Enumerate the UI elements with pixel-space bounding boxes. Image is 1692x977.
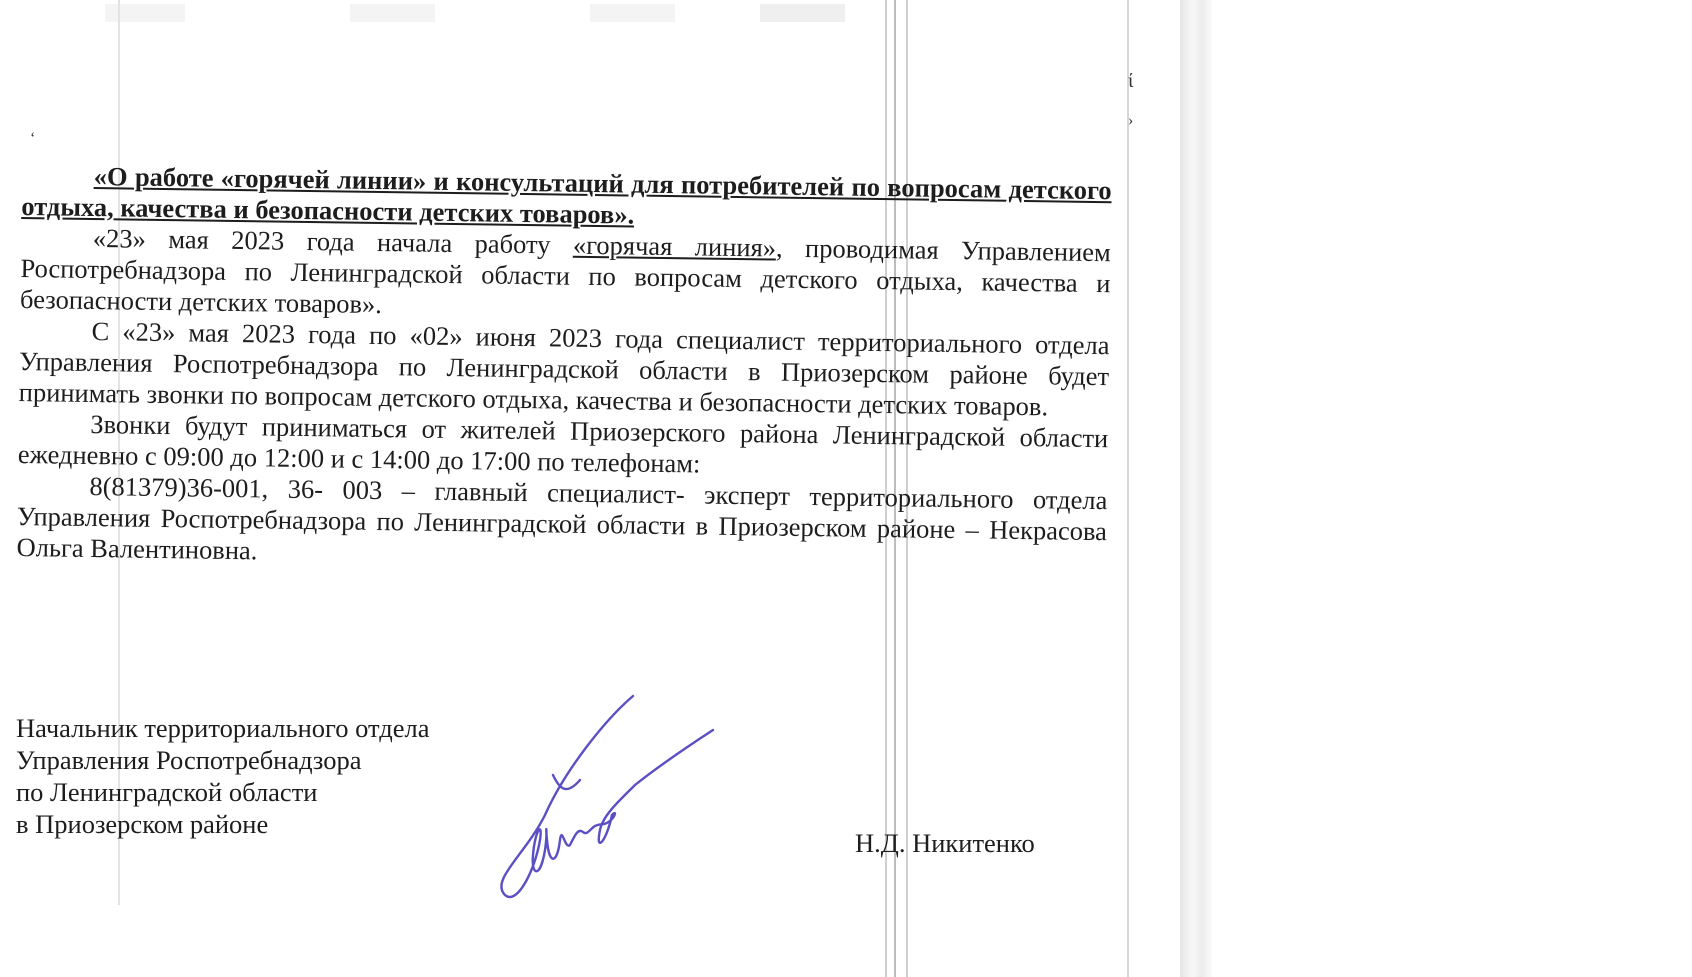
signatory-position-line: Управления Роспотребнадзора bbox=[16, 745, 362, 775]
signatory-position-line: в Приозерском районе bbox=[16, 809, 269, 839]
scan-page-edge bbox=[1180, 0, 1212, 977]
handwritten-signature-icon bbox=[485, 680, 735, 920]
signer-name: Н.Д. Никитенко bbox=[855, 828, 1035, 858]
scan-artifact-mark: ʻ bbox=[30, 130, 36, 147]
signatory-position bbox=[16, 712, 429, 840]
scan-artifact-line bbox=[1127, 0, 1129, 977]
paragraph-call-hours: Звонки будут приниматься от жителей Приозерского района Ленинградской области ежедневно с 09:00 до 12:00 и с 14:00 до 17:00 по телефонам: bbox=[17, 408, 1109, 479]
scan-artifact bbox=[590, 4, 675, 22]
paragraph-text: «23» мая 2023 года начала работу bbox=[92, 222, 574, 260]
document-title: «О работе «горячей линии» и консультаций для потребителей по вопросам детского отдыха, качества и безопасности детских товаров». bbox=[21, 161, 1112, 230]
document-body bbox=[16, 160, 1112, 578]
signatory-position-line: Начальник территориального отдела bbox=[16, 713, 430, 743]
scan-artifact-mark: › bbox=[1128, 112, 1134, 129]
signatory-position-line: по Ленинградской области bbox=[16, 777, 318, 807]
hotline-phrase: «горячая линия» bbox=[572, 229, 777, 263]
paragraph-hotline-start bbox=[20, 222, 1111, 330]
paragraph-text: , проводимая Управлением Роспотребнадзора по Ленинградской области по вопросам детского отдыха, качества и безопасности детских товаров». bbox=[19, 232, 1112, 320]
scan-artifact bbox=[350, 4, 435, 22]
paragraph-phone-contacts: 8(81379)36-001, 36- 003 – главный специалист- эксперт территориального отдела Управления Роспотребнадзора по Ленинградской области в Приозерском районе – Некрасова Ольга Валентиновна. bbox=[16, 470, 1108, 566]
paragraph-specialist-period: С «23» мая 2023 года по «02» июня 2023 года специалист территориального отдела Управления Роспотребнадзора по Ленинградской области в Приозерском районе будет принимать звонки по вопросам детского отдыха, качества и безопасности детских товаров. bbox=[18, 315, 1110, 422]
scan-artifact-mark: ί bbox=[1128, 70, 1134, 92]
scan-artifact bbox=[105, 4, 185, 22]
scan-artifact bbox=[760, 4, 845, 22]
